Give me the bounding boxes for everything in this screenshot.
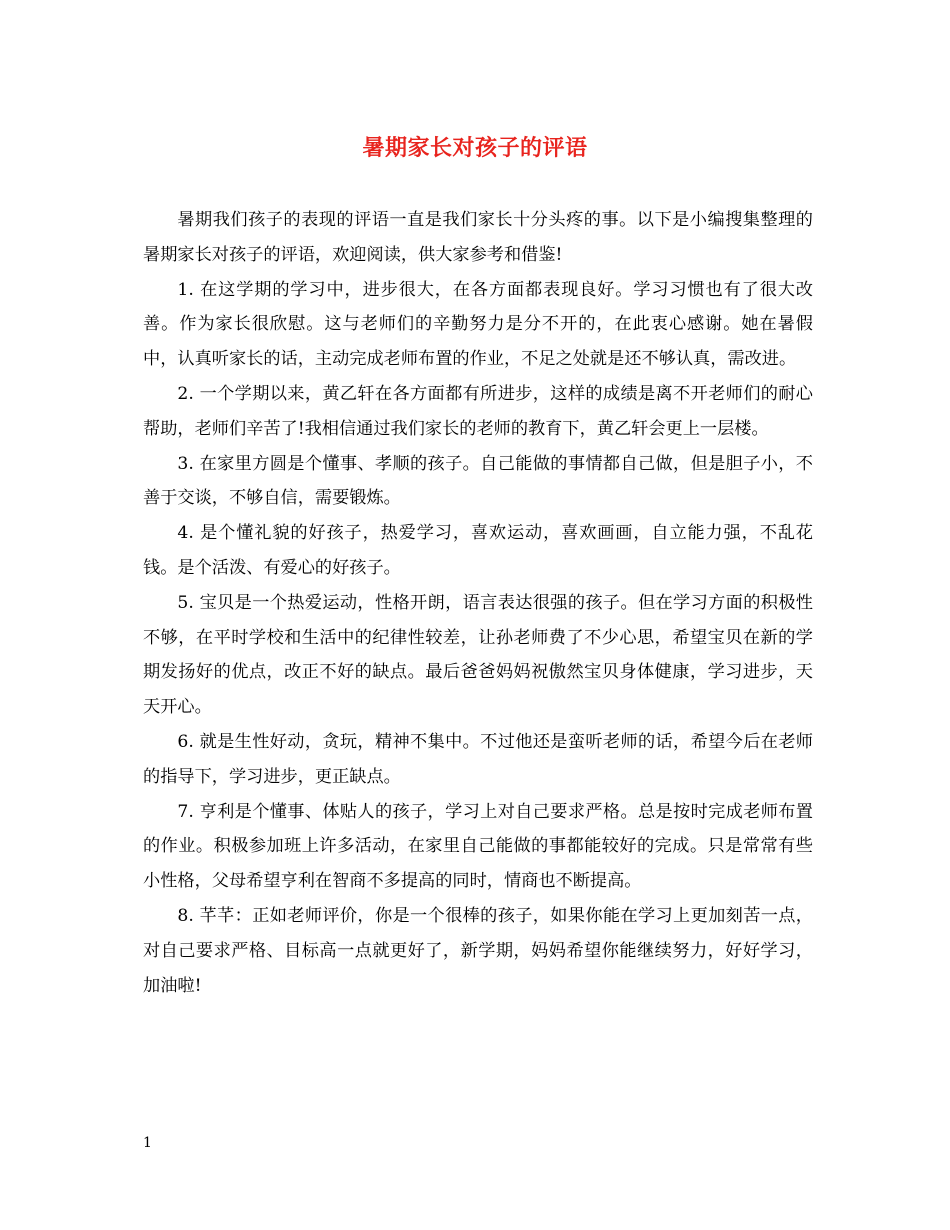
- comment-paragraph-4: 4. 是个懂礼貌的好孩子，热爱学习，喜欢运动，喜欢画画，自立能力强，不乱花钱。是个活泼、有爱心的好孩子。: [143, 523, 813, 578]
- document-body: [143, 203, 813, 1003]
- comment-paragraph-1: 1. 在这学期的学习中，进步很大，在各方面都表现良好。学习习惯也有了很大改善。作为家长很欣慰。这与老师们的辛勤努力是分不开的，在此衷心感谢。她在暑假中，认真听家长的话，主动完成老师布置的作业，不足之处就是还不够认真，需改进。: [143, 279, 813, 370]
- comment-paragraph-2: 2. 一个学期以来，黄乙轩在各方面都有所进步，这样的成绩是离不开老师们的耐心帮助，老师们辛苦了!我相信通过我们家长的老师的教育下，黄乙轩会更上一层楼。: [143, 383, 813, 439]
- comment-paragraph-8: 8. 芊芊：正如老师评价，你是一个很棒的孩子，如果你能在学习上更加刻苦一点，对自己要求严格、目标高一点就更好了，新学期，妈妈希望你能继续努力，好好学习，加油啦!: [143, 905, 813, 996]
- comment-paragraph-6: 6. 就是生性好动，贪玩，精神不集中。不过他还是蛮听老师的话，希望今后在老师的指导下，学习进步，更正缺点。: [143, 731, 813, 787]
- comment-paragraph-3: 3. 在家里方圆是个懂事、孝顺的孩子。自己能做的事情都自己做，但是胆子小，不善于交谈，不够自信，需要锻炼。: [143, 453, 813, 509]
- comment-paragraph-7: 7. 亨利是个懂事、体贴人的孩子，学习上对自己要求严格。总是按时完成老师布置的作业。积极参加班上许多活动，在家里自己能做的事都能较好的完成。只是常常有些小性格，父母希望亨利在智商不多提高的同时，情商也不断提高。: [143, 801, 813, 892]
- page-number: 1: [143, 1135, 152, 1151]
- comment-paragraph-5: 5. 宝贝是一个热爱运动，性格开朗，语言表达很强的孩子。但在学习方面的积极性不够，在平时学校和生活中的纪律性较差，让孙老师费了不少心思，希望宝贝在新的学期发扬好的优点，改正不好的缺点。最后爸爸妈妈祝傲然宝贝身体健康，学习进步，天天开心。: [143, 592, 813, 718]
- intro-paragraph: 暑期我们孩子的表现的评语一直是我们家长十分头疼的事。以下是小编搜集整理的暑期家长对孩子的评语，欢迎阅读，供大家参考和借鉴!: [143, 210, 813, 265]
- document-title: 暑期家长对孩子的评语: [362, 135, 588, 161]
